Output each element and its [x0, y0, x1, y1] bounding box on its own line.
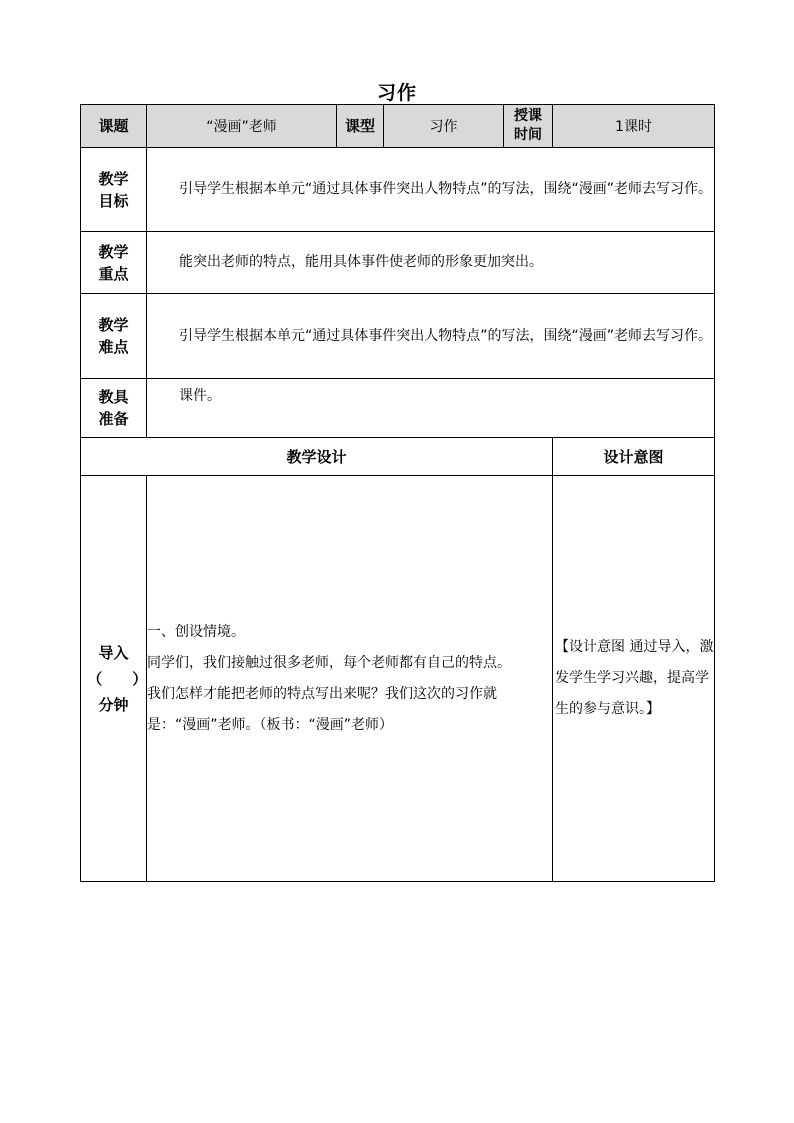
intro-line: 我们怎样才能把老师的特点写出来呢？我们这次的习作就 [147, 685, 497, 702]
key-points-text: 能突出老师的特点，能用具体事件使老师的形象更加突出。 [147, 232, 715, 294]
intro-line: 一、创设情境。 [147, 623, 245, 640]
key-points-label: 教学重点 [81, 232, 147, 294]
objective-label: 教学目标 [81, 148, 147, 232]
intro-row [81, 476, 715, 882]
time-label: 授课时间 [504, 105, 553, 148]
header-row [81, 105, 715, 148]
objective-text: 引导学生根据本单元“通过具体事件突出人物特点”的写法，围绕“漫画”老师去写习作。 [147, 148, 715, 232]
topic-label: 课题 [81, 105, 147, 148]
lesson-plan-table [80, 104, 715, 882]
materials-label: 教具准备 [81, 379, 147, 438]
page-title: 习作 [376, 82, 417, 104]
intro-intent-cell [553, 476, 715, 882]
intro-line: 同学们，我们接触过很多老师，每个老师都有自己的特点。 [147, 654, 511, 671]
intro-line: 是：“漫画”老师。（板书：“漫画”老师） [147, 716, 394, 733]
difficulties-text: 引导学生根据本单元“通过具体事件突出人物特点”的写法，围绕“漫画”老师去写习作。 [147, 294, 715, 379]
time-value: 1课时 [553, 105, 715, 148]
type-label: 课型 [337, 105, 384, 148]
intro-content [147, 476, 553, 882]
materials-text: 课件。 [147, 379, 715, 438]
design-header-row [81, 438, 715, 476]
difficulties-row [81, 294, 715, 379]
difficulties-label: 教学难点 [81, 294, 147, 379]
materials-row [81, 379, 715, 438]
intro-label: 导入（ ）分钟 [81, 476, 147, 882]
key-points-row [81, 232, 715, 294]
design-intent-header: 设计意图 [553, 438, 715, 476]
teaching-design-header: 教学设计 [81, 438, 553, 476]
objective-row [81, 148, 715, 232]
type-value: 习作 [384, 105, 504, 148]
intro-intent: 【设计意图 通过导入，激发学生学习兴趣，提高学生的参与意识。】 [555, 639, 714, 717]
topic-value: “漫画”老师 [147, 105, 337, 148]
